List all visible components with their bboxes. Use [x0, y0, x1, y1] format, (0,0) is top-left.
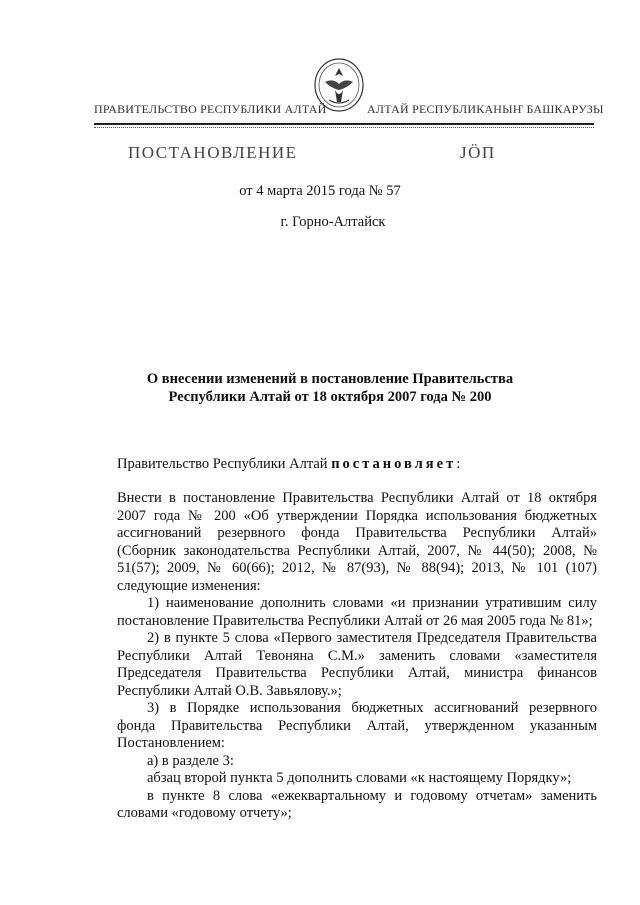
title-line-1: О внесении изменений в постановление Правительства	[146, 371, 514, 387]
body-paragraph: 1) наименование дополнить словами «и признании утратившим силу постановление Правительства Республики Алтай от 26 мая 2005 года № 81»;	[117, 595, 597, 629]
preamble-colon: :	[456, 456, 461, 472]
org-name-russian: ПРАВИТЕЛЬСТВО РЕСПУБЛИКИ АЛТАЙ	[94, 102, 327, 116]
org-name-altai: АЛТАЙ РЕСПУБЛИКАНЫҤ БАШКАРУЗЫ	[367, 102, 604, 116]
body-paragraph: в пункте 8 слова «ежеквартальному и годовому отчетам» заменить словами «годовому отчету»;	[117, 787, 597, 821]
doc-type-russian: ПОСТАНОВЛЕНИЕ	[128, 143, 298, 162]
document-date-number: от 4 марта 2015 года № 57	[239, 183, 401, 199]
preamble	[117, 456, 597, 474]
document-city: г. Горно-Алтайск	[280, 214, 386, 230]
title-line-2: Республики Алтай от 18 октября 2007 года № 200	[168, 389, 492, 405]
body-paragraph: 3) в Порядке использования бюджетных ассигнований резервного фонда Правительства Республики Алтай, утвержденном указанным Постановлением:	[117, 700, 597, 751]
header-divider	[94, 123, 594, 125]
preamble-text: Правительство Республики Алтай	[117, 456, 332, 472]
preamble-verb: постановляет	[331, 456, 457, 472]
body-paragraph: абзац второй пункта 5 дополнить словами «к настоящему Порядку»;	[147, 770, 572, 786]
body-paragraph: 2) в пункте 5 слова «Первого заместителя Председателя Правительства Республики Алтай Тевоняна С.М.» заменить словами «заместителя Председателя Правительства Республики Алтай, министра финансов Республики Алтай О.В. Завьялову.»;	[117, 630, 597, 699]
document-body	[117, 490, 597, 823]
doc-type-altai: ЈӦП	[460, 143, 496, 162]
header-divider-dotted	[94, 127, 594, 128]
body-paragraph: Внести в постановление Правительства Республики Алтай от 18 октября 2007 года № 200 «Об утверждении Порядка использования бюджетных ассигнований резервного фонда Правительства Республики Алтай» (Сборник законодательства Республики Алтай, 2007, № 44(50); 2008, № 51(57); 2009, № 60(66); 2012, № 87(93), № 88(94); 2013, № 101 (107) следующие изменения:	[117, 490, 597, 594]
body-paragraph: а) в разделе 3:	[147, 752, 234, 769]
document-title	[120, 370, 540, 406]
